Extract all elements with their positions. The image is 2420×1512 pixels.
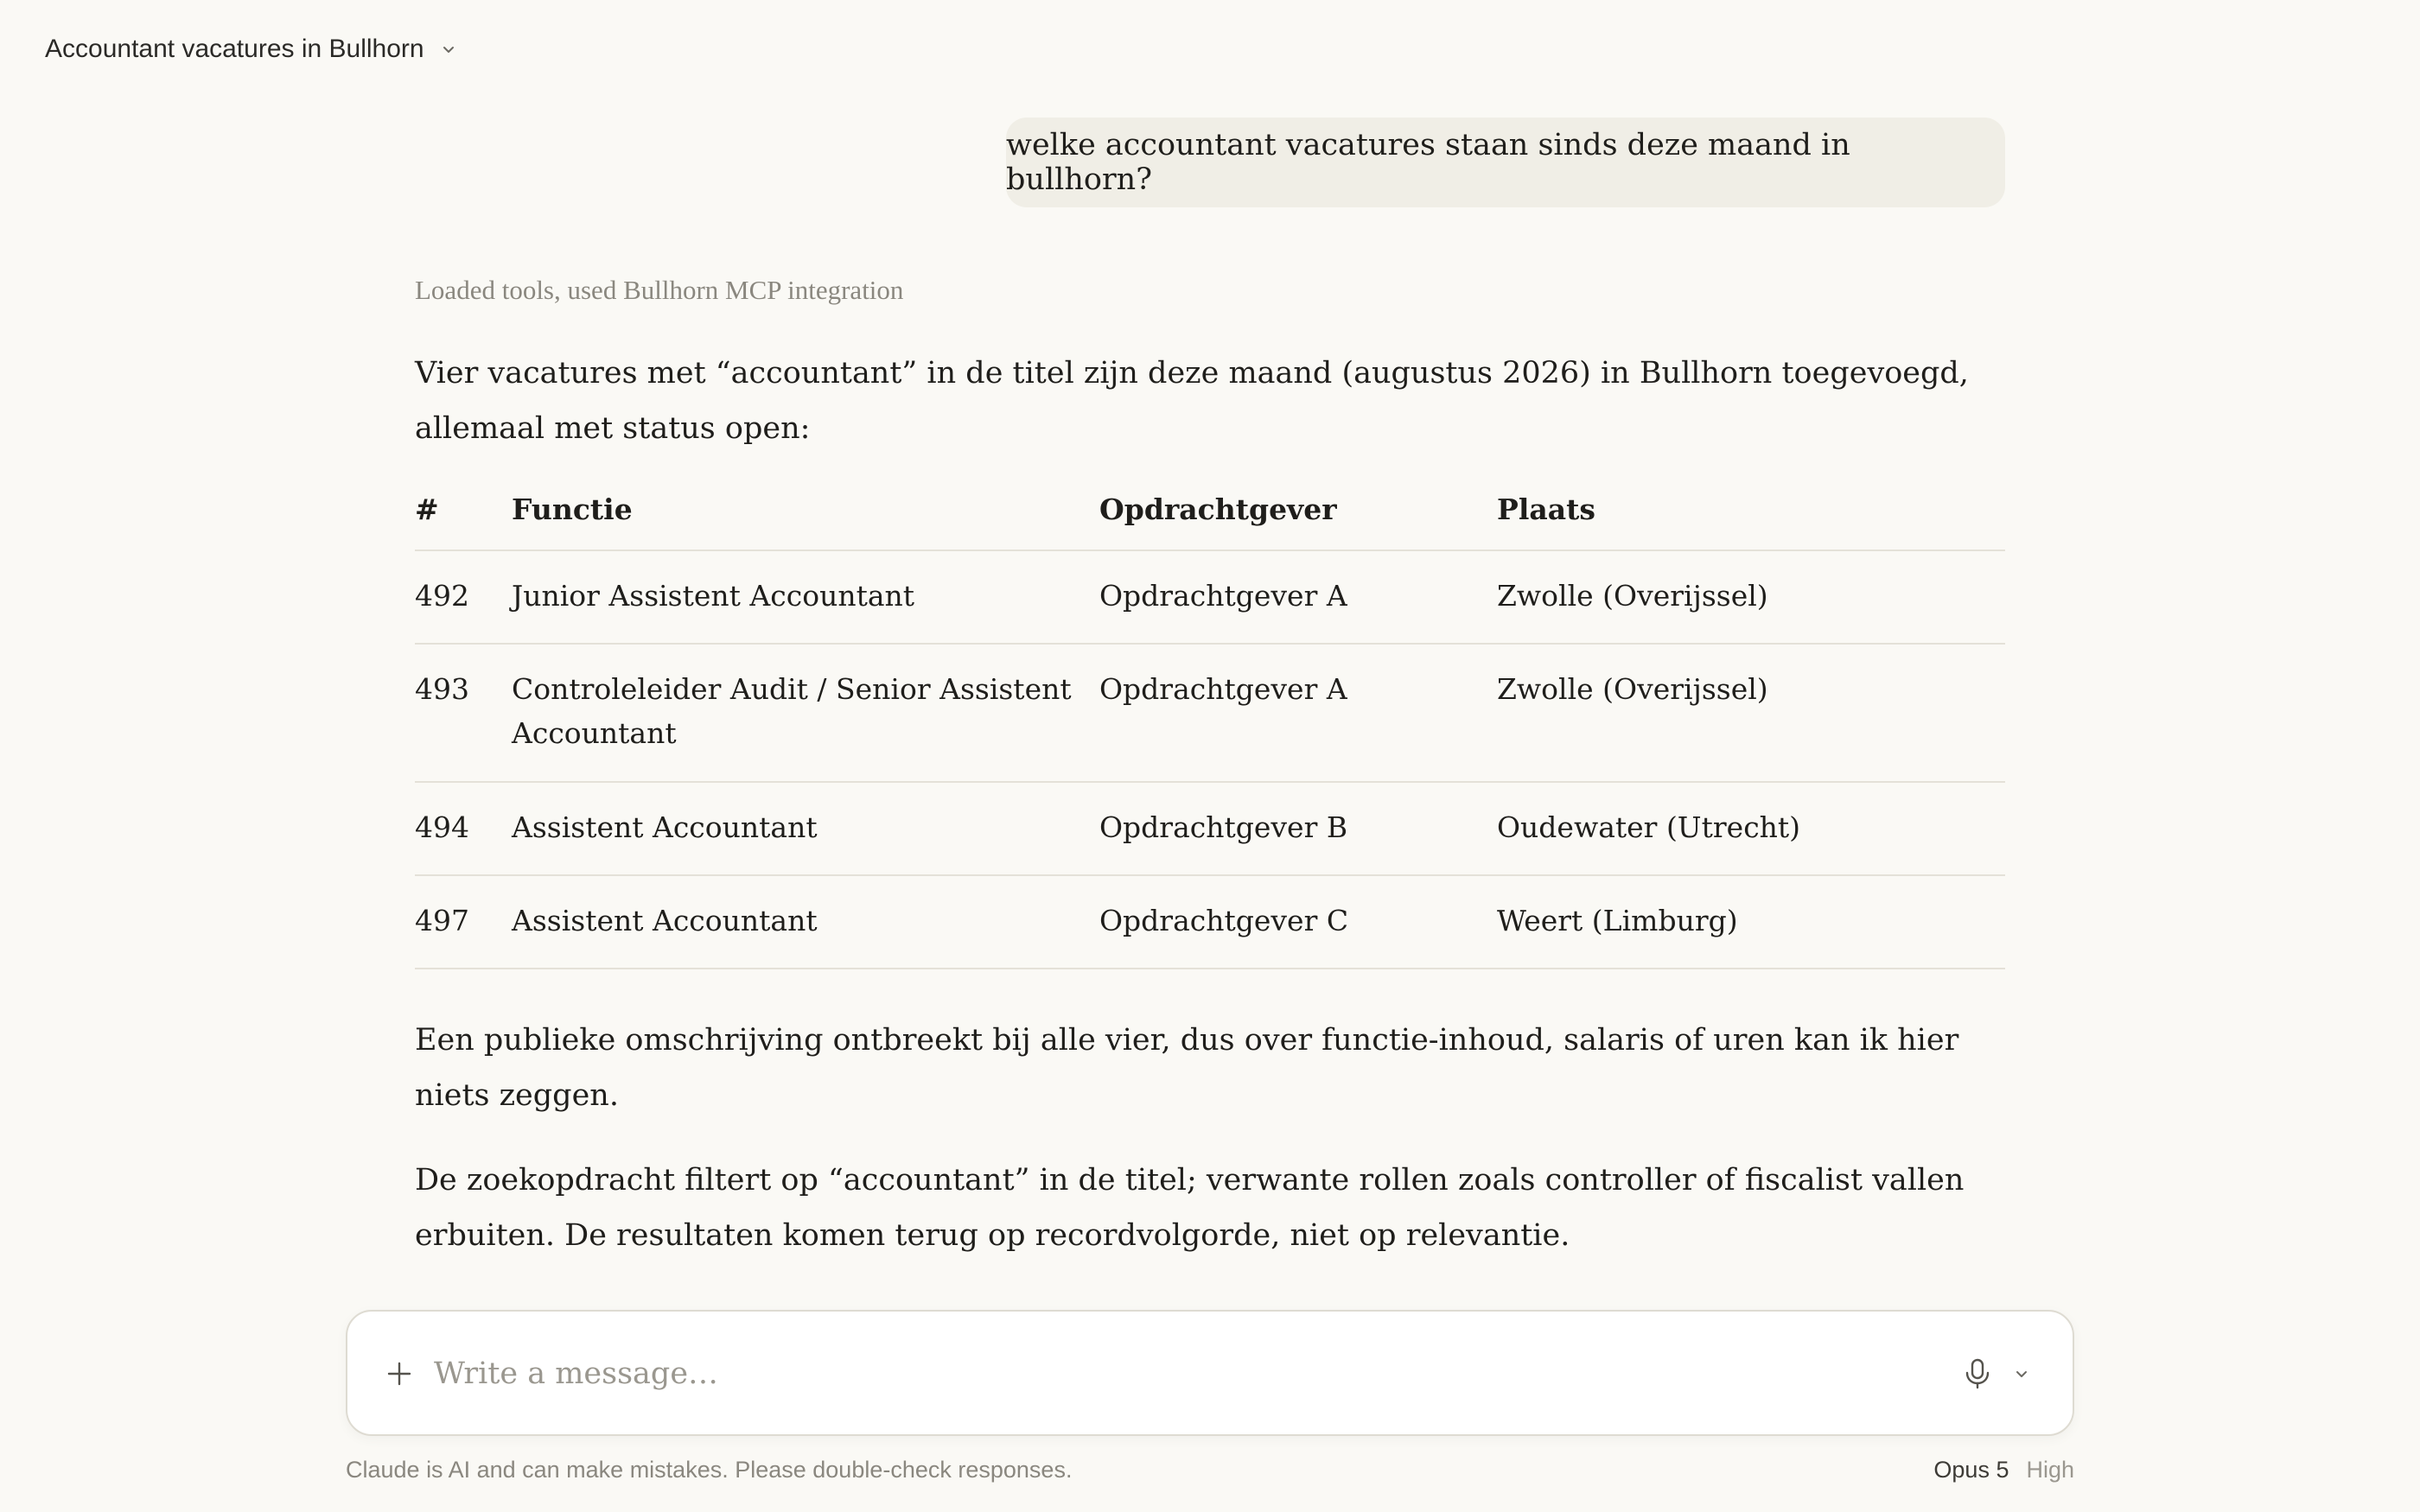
chevron-down-icon bbox=[2013, 1365, 2030, 1382]
cell-plaats: Oudewater (Utrecht) bbox=[1497, 810, 1801, 844]
cell-opdrachtgever: Opdrachtgever B bbox=[1099, 810, 1348, 844]
response-intro: Vier vacatures met “accountant” in de titel zijn deze maand (augustus 2026) in Bullhorn toegevoegd, allemaal met status open: bbox=[415, 356, 1969, 446]
message-composer bbox=[346, 1310, 2074, 1436]
cell-number: 493 bbox=[415, 672, 469, 706]
model-effort-level: High bbox=[2026, 1457, 2074, 1483]
cell-functie: Assistent Accountant bbox=[512, 904, 818, 937]
microphone-icon bbox=[1965, 1358, 1990, 1389]
cell-number: 492 bbox=[415, 579, 469, 613]
cell-functie: Assistent Accountant bbox=[512, 810, 818, 844]
response-paragraph-search-note: De zoekopdracht filtert op “accountant” in de titel; verwante rollen zoals controller of fiscalist vallen erbuiten. De resultaten komen terug op recordvolgorde, niet op relevantie. bbox=[415, 1163, 1965, 1253]
column-header-number: # bbox=[415, 492, 439, 526]
user-message-text: welke accountant vacatures staan sinds deze maand in bullhorn? bbox=[1006, 128, 1850, 197]
cell-functie: Controleleider Audit / Senior Assistent Accountant bbox=[512, 672, 1072, 750]
user-message-bubble bbox=[1006, 118, 2005, 207]
chevron-down-icon bbox=[440, 41, 457, 58]
column-header-functie: Functie bbox=[512, 492, 633, 526]
voice-options-button[interactable] bbox=[2009, 1360, 2035, 1388]
model-name: Opus 5 bbox=[1933, 1457, 2009, 1483]
message-input[interactable] bbox=[434, 1343, 1817, 1405]
cell-plaats: Weert (Limburg) bbox=[1497, 904, 1738, 937]
model-selector[interactable] bbox=[1933, 1457, 2074, 1483]
ai-disclaimer: Claude is AI and can make mistakes. Please double-check responses. bbox=[346, 1457, 1073, 1483]
cell-functie: Junior Assistent Accountant bbox=[512, 579, 915, 613]
table-header-row bbox=[415, 480, 2005, 551]
conversation-title: Accountant vacatures in Bullhorn bbox=[45, 35, 424, 63]
response-paragraph-description: Een publieke omschrijving ontbreekt bij alle vier, dus over functie-inhoud, salaris of uren kan ik hier niets zeggen. bbox=[415, 1023, 1959, 1113]
column-header-plaats: Plaats bbox=[1497, 492, 1595, 526]
cell-plaats: Zwolle (Overijssel) bbox=[1497, 579, 1768, 613]
cell-plaats: Zwolle (Overijssel) bbox=[1497, 672, 1768, 706]
table-row bbox=[415, 783, 2005, 876]
cell-opdrachtgever: Opdrachtgever A bbox=[1099, 579, 1347, 613]
voice-input-button[interactable] bbox=[1960, 1356, 1995, 1391]
table-row bbox=[415, 876, 2005, 969]
cell-opdrachtgever: Opdrachtgever A bbox=[1099, 672, 1347, 706]
table-row bbox=[415, 645, 2005, 783]
cell-number: 497 bbox=[415, 904, 469, 937]
cell-opdrachtgever: Opdrachtgever C bbox=[1099, 904, 1349, 937]
column-header-opdrachtgever: Opdrachtgever bbox=[1099, 492, 1337, 526]
add-attachment-button[interactable] bbox=[380, 1355, 418, 1393]
conversation-title-dropdown[interactable] bbox=[45, 35, 457, 64]
vacancy-table bbox=[415, 480, 2005, 969]
plus-icon bbox=[385, 1360, 413, 1388]
table-row bbox=[415, 551, 2005, 645]
cell-number: 494 bbox=[415, 810, 469, 844]
tools-used-note[interactable]: Loaded tools, used Bullhorn MCP integration bbox=[415, 275, 904, 305]
